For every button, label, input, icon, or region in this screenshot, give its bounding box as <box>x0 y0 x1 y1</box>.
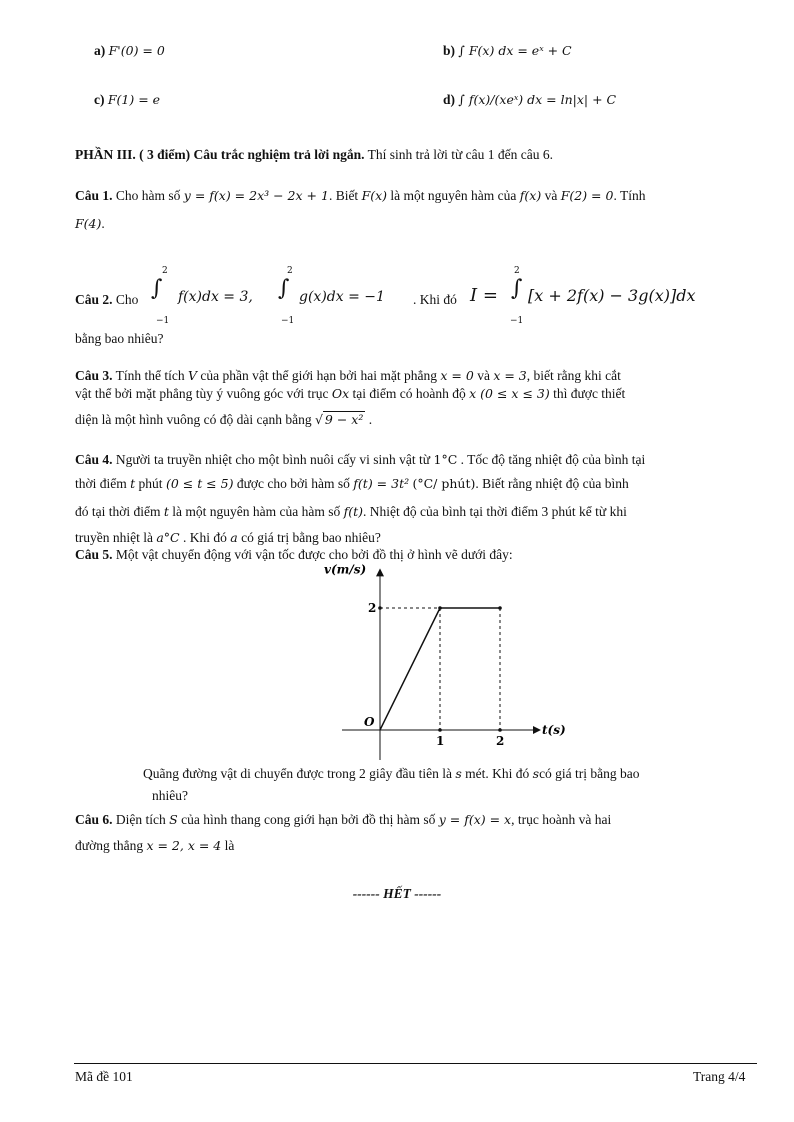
q4-text: thời điểm <box>75 476 127 491</box>
integral-upper: 2 <box>514 266 520 276</box>
q2-question: bằng bao nhiêu? <box>75 331 164 346</box>
q4-text: đó tại thời điểm <box>75 504 161 519</box>
q3-text: thì được thiết <box>553 386 626 401</box>
data-point <box>438 606 442 610</box>
end-marker: ------ HẾT ------ <box>352 886 442 901</box>
q5-text: mét. Khi đó <box>465 766 530 781</box>
q6-text: đường thẳng <box>75 838 144 853</box>
option-d-text: ∫ f(x)/(xeˣ) dx = ln|x| + C <box>458 92 617 107</box>
option-a-label: a) <box>94 43 106 58</box>
q5-question-end: nhiêu? <box>152 788 188 803</box>
q6-S: S <box>169 812 178 827</box>
y-tick-label: 2 <box>368 601 377 615</box>
q4-ft2: f(t) <box>343 504 364 519</box>
q5-text: có giá trị bằng bao <box>539 766 640 781</box>
q1-F: F(x) <box>361 188 388 203</box>
integral-sign: ∫ <box>511 276 523 301</box>
q1-function: y = f(x) = 2x³ − 2x + 1 <box>183 188 329 203</box>
q3-x0: x = 0 <box>440 368 474 383</box>
question-6-line2 <box>75 838 234 854</box>
question-5-after-line1 <box>143 766 640 782</box>
exam-code: Mã đề 101 <box>75 1069 133 1084</box>
part3-heading <box>75 147 553 163</box>
option-c-text: F(1) = e <box>107 92 161 107</box>
q3-text: Tính thể tích <box>115 368 185 383</box>
q2-text: Cho <box>115 292 139 307</box>
q3-text: diện là một hình vuông có độ dài cạnh bằng <box>75 412 312 427</box>
integral-sign: ∫ <box>278 276 290 301</box>
q4-text: . Tốc độ tăng nhiệt độ của bình tại <box>460 452 646 467</box>
q5-s: s <box>532 766 540 781</box>
question-4-line1 <box>75 452 645 468</box>
option-a-text: F'(0) = 0 <box>108 43 165 58</box>
q6-text: Diện tích <box>115 812 166 827</box>
option-d <box>443 92 616 108</box>
q1-text: . Biết <box>328 188 359 203</box>
part3-title: PHẦN III. ( 3 điểm) Câu trắc nghiệm trả lời ngắn. <box>75 147 365 162</box>
q2-label: Câu 2. <box>75 292 113 307</box>
q4-a: a <box>230 530 238 545</box>
integral-upper: 2 <box>162 266 168 276</box>
q4-text: . Nhiệt độ của bình tại thời điểm 3 phút kể từ khi <box>363 504 627 519</box>
q1-text: . <box>101 216 105 231</box>
q1-text: và <box>544 188 558 203</box>
option-b-text: ∫ F(x) dx = eˣ + C <box>458 43 572 58</box>
q4-text: Người ta truyền nhiệt cho một bình nuôi cấy vi sinh vật từ <box>115 452 431 467</box>
q6-label: Câu 6. <box>75 812 113 827</box>
x-tick-label: 1 <box>436 734 445 748</box>
option-d-label: d) <box>443 92 456 107</box>
question-1-line1 <box>75 188 645 204</box>
q3-text: của phần vật thể giới hạn bởi hai mặt phẳng <box>200 368 438 383</box>
q3-label: Câu 3. <box>75 368 113 383</box>
q1-text: . Tính <box>613 188 646 203</box>
q4-label: Câu 4. <box>75 452 113 467</box>
part3-instruction: Thí sinh trả lời từ câu 1 đến câu 6. <box>367 147 554 162</box>
integral-sign: ∫ <box>151 276 163 301</box>
question-4-line3 <box>75 504 627 520</box>
q5-s: s <box>455 766 462 781</box>
q5-text: Quãng đường vật di chuyển được trong 2 giây đầu tiên là <box>143 766 452 781</box>
q3-text: , biết rằng khi cắt <box>526 368 621 383</box>
q4-text: truyền nhiệt là <box>75 530 153 545</box>
page-number: Trang 4/4 <box>693 1069 746 1084</box>
q1-target: F(4) <box>75 216 102 231</box>
q4-text: có giá trị bằng bao nhiêu? <box>241 530 381 545</box>
q3-range: x (0 ≤ x ≤ 3) <box>469 386 550 401</box>
q1-f: f(x) <box>519 188 542 203</box>
q3-text: . <box>368 412 373 427</box>
q1-text: là một nguyên hàm của <box>390 188 517 203</box>
question-5 <box>75 547 513 563</box>
q3-x3: x = 3 <box>493 368 527 383</box>
q4-ft: f(t) = 3t² <box>353 476 410 491</box>
question-4-line2 <box>75 476 629 492</box>
q3-text: tại điểm có hoành độ <box>352 386 466 401</box>
q4-range: (0 ≤ t ≤ 5) <box>165 476 234 491</box>
q3-sqrt: 9 − x² <box>324 412 364 427</box>
question-3-line3 <box>75 412 372 428</box>
q6-text: là <box>224 838 235 853</box>
y-tick-mark <box>378 606 382 610</box>
x-tick-mark <box>498 728 502 732</box>
q2-I: I = <box>470 285 498 306</box>
question-2-label <box>75 292 138 308</box>
q4-text: . Khi đó <box>183 530 227 545</box>
q6-function: y = f(x) = x <box>438 812 512 827</box>
option-b-label: b) <box>443 43 456 58</box>
q4-text: là một nguyên hàm của hàm số <box>172 504 341 519</box>
q4-t: t <box>163 504 169 519</box>
integral-upper: 2 <box>287 266 293 276</box>
q4-temp: 1°C <box>433 452 458 467</box>
q5-text: Một vật chuyển động với vận tốc được cho bởi đồ thị ở hình vẽ dưới đây: <box>115 547 513 562</box>
q2-integral-g: g(x)dx = −1 <box>299 289 385 305</box>
q3-text: vật thể bởi mặt phẳng tùy ý vuông góc với trục <box>75 386 329 401</box>
question-3-line1 <box>75 368 621 384</box>
question-4-line4 <box>75 530 381 546</box>
q2-text: . Khi đó <box>413 292 457 307</box>
q4-text: được cho bởi hàm số <box>236 476 350 491</box>
q4-text: . Biết rằng nhiệt độ của bình <box>475 476 629 491</box>
q6-text: , trục hoành và hai <box>511 812 612 827</box>
q3-Ox: Ox <box>331 386 350 401</box>
option-b <box>443 43 572 59</box>
integral-lower: −1 <box>281 316 295 326</box>
q1-text: Cho hàm số <box>115 188 181 203</box>
q6-text: của hình thang cong giới hạn bởi đồ thị hàm số <box>181 812 436 827</box>
q4-ac: a°C <box>156 530 180 545</box>
question-6-line1 <box>75 812 611 828</box>
q1-condition: F(2) = 0 <box>560 188 614 203</box>
footer-divider <box>74 1063 757 1064</box>
q4-text: phút <box>138 476 163 491</box>
sqrt-symbol: √ <box>314 412 323 427</box>
integral-lower: −1 <box>510 316 524 326</box>
velocity-graph <box>310 562 600 762</box>
q2-integral-I: [x + 2f(x) − 3g(x)]dx <box>528 286 696 305</box>
q2-integral-f: f(x)dx = 3, <box>178 289 253 305</box>
q1-label: Câu 1. <box>75 188 113 203</box>
q5-label: Câu 5. <box>75 547 113 562</box>
q4-t: t <box>130 476 136 491</box>
option-a <box>94 43 165 59</box>
question-1-line2 <box>75 216 105 232</box>
x-tick-label: 2 <box>496 734 505 748</box>
option-c <box>94 92 160 108</box>
q3-V: V <box>188 368 198 383</box>
q4-unit: (°C/ phút) <box>412 476 476 491</box>
option-c-label: c) <box>94 92 105 107</box>
integral-lower: −1 <box>156 316 170 326</box>
q6-lines: x = 2, x = 4 <box>146 838 222 853</box>
x-tick-mark <box>438 728 442 732</box>
y-axis-label: v(m/s) <box>324 562 367 577</box>
origin-label: O <box>364 715 375 729</box>
q3-text: và <box>477 368 490 383</box>
data-point <box>498 606 502 610</box>
question-3-line2 <box>75 386 625 402</box>
x-axis-label: t(s) <box>542 723 566 737</box>
